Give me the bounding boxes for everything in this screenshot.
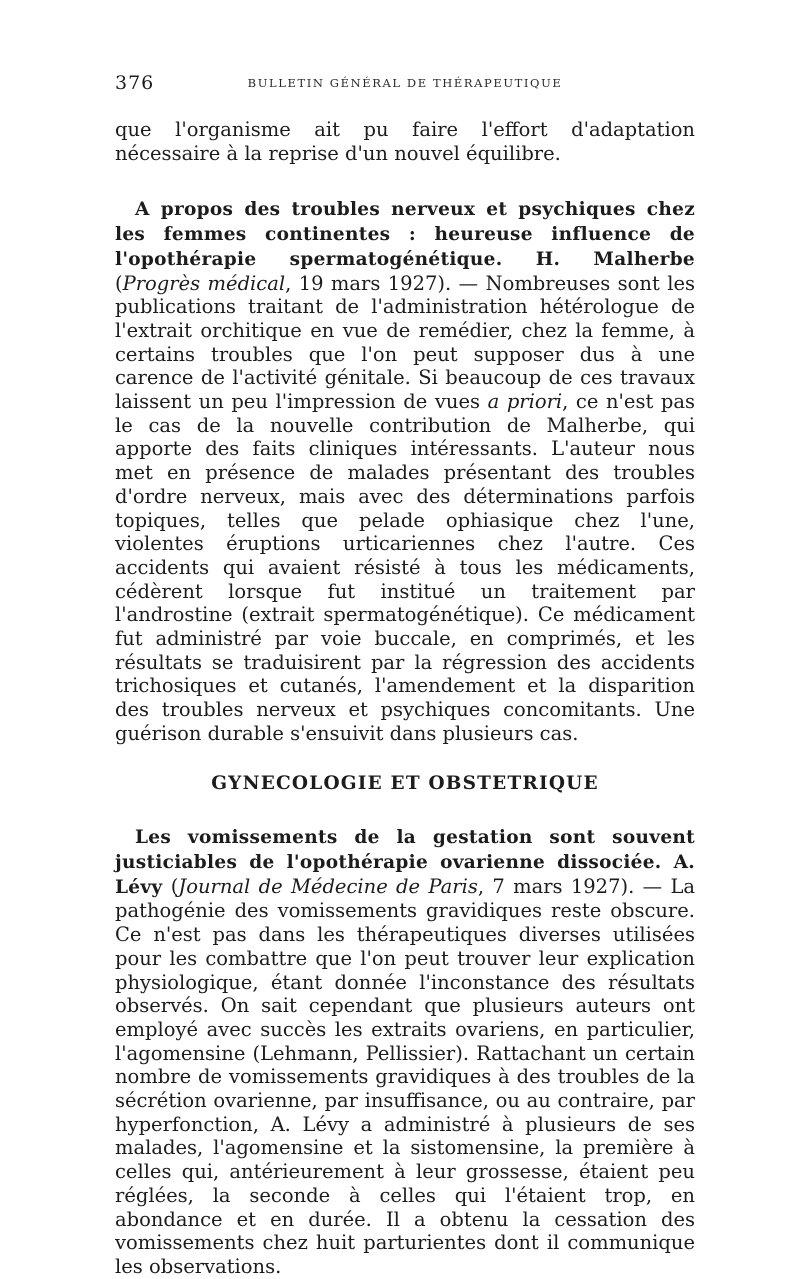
page-number: 376 bbox=[115, 72, 155, 94]
running-title: BULLETIN GÉNÉRAL DE THÉRAPEUTIQUE bbox=[247, 76, 563, 90]
article-text-2: — La pathogénie des vomissements gravidiques reste obscure. Ce n'est pas dans les thérapeutiques diverses utilisées pour les combattre que l'on peut trouver leur explication physiologique, étant donnée l'inconstance des résultats observés. On sait cependant que plusieurs auteurs ont employé avec succès les extraits ovariens, en particulier, l'agomensine (Lehmann, Pellissier). Rattachant un certain nombre de vomissements gravidiques à des troubles de la sécrétion ovarienne, par insuffisance, ou au contraire, par hyperfonction, A. Lévy a administré à plusieurs de ses malades, l'agomensine et la sistomensine, la première à celles qui, antérieurement à leur grossesse, étaient peu réglées, la seconde à celles qui l'étaient trop, en abondance et en durée. Il a obtenu la cessation des vomissements chez huit parturientes dont il communique les observations. bbox=[115, 874, 696, 1278]
article-source-open-2: ( bbox=[162, 874, 179, 898]
article-abstract-1 bbox=[115, 197, 695, 745]
article-journal-1: Progrès médical bbox=[122, 271, 286, 295]
article-text-1b: , ce n'est pas le cas de la nouvelle contribution de Malherbe, qui apporte des faits cliniques intéressants. L'auteur nous met en présence de malades présentant des troubles d'ordre nerveux, mais avec des déterminations parfois topiques, telles que pelade ophiasique chez l'une, violentes éruptions urticariennes chez l'autre. Ces accidents qui avaient résisté à tous les médicaments, cédèrent lorsque fut institué un traitement par l'androstine (extrait spermatogénétique). Ce médicament fut administré par voie buccale, en comprimés, et les résultats se traduisirent par la régression des accidents trichosiques et cutanés, l'amendement et la disparition des troubles nerveux et psychiques concomitants. Une guérison durable s'ensuivit dans plusieurs cas. bbox=[115, 390, 695, 745]
article-source-open-1: ( bbox=[115, 271, 123, 295]
page-header bbox=[115, 72, 695, 96]
article-date-1: , 19 mars 1927). bbox=[285, 271, 452, 295]
article-title-1: A propos des troubles nerveux et psychiques chez les femmes continentes : heureuse influence de l'opothérapie spermatogénétique. H. Malherbe bbox=[115, 199, 695, 270]
article-date-2: , 7 mars 1927). bbox=[477, 874, 635, 898]
section-heading: GYNECOLOGIE ET OBSTETRIQUE bbox=[211, 772, 599, 794]
article-text-1a: — Nombreuses sont les publications traitant de l'administration hétérologue de l'extrait orchitique en vue de remédier, chez la femme, à certains troubles que l'on peut supposer dus à une carence de l'activité génitale. Si beaucoup de ces travaux laissent un peu l'impression de vues bbox=[115, 271, 696, 414]
article-title-2: Les vomissements de la gestation sont souvent justiciables de l'opothérapie ovarienne dissociée. A. Lévy bbox=[115, 827, 695, 898]
article-journal-2: Journal de Médecine de Paris bbox=[178, 874, 478, 898]
page-body bbox=[115, 118, 695, 1279]
article-abstract-2 bbox=[115, 825, 695, 1278]
article-italic-1: a priori bbox=[487, 390, 563, 414]
continued-paragraph: que l'organisme ait pu faire l'effort d'adaptation nécessaire à la reprise d'un nouvel équilibre. bbox=[115, 118, 695, 165]
